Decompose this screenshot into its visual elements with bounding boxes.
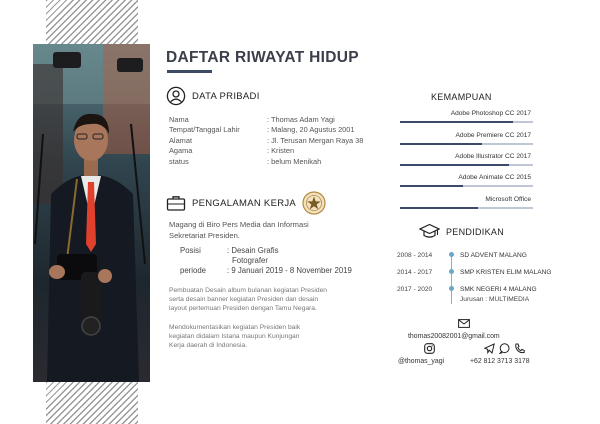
work-summary-line: Sekretariat Presiden.: [169, 230, 240, 240]
work-description-line: Pembuatan Desain album bulanan kegiatan Presiden: [169, 287, 328, 294]
skill-label: Adobe Premiere CC 2017: [455, 132, 531, 139]
skill-bar-fill: [400, 121, 513, 123]
user-icon: [166, 86, 186, 106]
graduation-cap-icon: [419, 223, 440, 240]
personal-value: : belum Menikah: [267, 156, 322, 166]
decor-hatch-top: [46, 0, 138, 44]
section-kemampuan-heading: [431, 92, 492, 102]
decor-hatch-bottom: [46, 382, 138, 424]
work-description-line: layout pertemuan Presiden dengan Tamu Negara.: [169, 305, 317, 312]
skill-item: [400, 174, 533, 187]
education-years: 2017 - 2020: [397, 286, 433, 293]
telegram-icon: [484, 343, 495, 354]
section-pengalaman-title: PENGALAMAN KERJA: [192, 197, 297, 209]
personal-value: : Kristen: [267, 146, 295, 156]
skill-item: [400, 110, 533, 123]
page-title: DAFTAR RIWAYAT HIDUP: [166, 49, 359, 66]
whatsapp-icon: [499, 343, 510, 354]
skill-bar: [400, 164, 533, 166]
title-underline: [167, 70, 212, 73]
personal-row-status: [169, 157, 363, 167]
work-position: [180, 246, 352, 275]
presidential-emblem-icon: [302, 191, 326, 215]
periode-value: : 9 Januari 2019 - 8 November 2019: [227, 265, 352, 275]
education-school: SD ADVENT MALANG: [460, 252, 527, 259]
education-major: Jurusan : MULTIMEDIA: [460, 296, 530, 303]
personal-row-nama: [169, 115, 363, 125]
briefcase-icon: [166, 194, 186, 212]
education-timeline-line: [451, 252, 452, 304]
email-icon: [458, 319, 470, 328]
skill-label: Adobe Illustrator CC 2017: [455, 153, 531, 160]
skill-item: [400, 132, 533, 145]
skill-bar: [400, 121, 533, 123]
phone-icon: [514, 343, 525, 354]
profile-photo: [33, 44, 150, 382]
instagram-icon: [424, 343, 435, 354]
work-description-line: serta desain banner kegiatan Presiden dan desain: [169, 296, 319, 303]
education-timeline-dot: [449, 286, 454, 291]
education-school: SMP KRISTEN ELIM MALANG: [460, 269, 552, 276]
work-summary-line: Magang di Biro Pers Media dan Informasi: [169, 220, 309, 229]
skill-bar-fill: [400, 207, 478, 209]
instagram-handle[interactable]: @thomas_yagi: [398, 358, 445, 365]
personal-key: Nama: [169, 115, 189, 124]
work-summary: [169, 220, 384, 241]
skill-bar: [400, 185, 533, 187]
personal-value: : Jl. Terusan Mergan Raya 38: [267, 135, 364, 145]
personal-key: Agama: [169, 146, 193, 156]
personal-row-alamat: [169, 136, 363, 146]
posisi-value-2: Fotografer: [232, 255, 268, 265]
personal-key: Tempat/Tanggal Lahir: [169, 125, 240, 135]
skill-bar-fill: [400, 143, 482, 145]
section-data-pribadi-heading: [166, 86, 260, 106]
skill-bar: [400, 207, 533, 209]
personal-value: : Thomas Adam Yagi: [267, 115, 335, 124]
education-years: 2008 - 2014: [397, 252, 433, 259]
education-years: 2014 - 2017: [397, 269, 433, 276]
personal-row-ttl: [169, 125, 363, 135]
education-timeline-dot: [449, 269, 454, 274]
posisi-value: : Desain Grafis: [227, 246, 279, 255]
work-description-line: Mendokumentasikan kegiatan Presiden baik: [169, 324, 301, 331]
section-kemampuan-title: KEMAMPUAN: [431, 92, 492, 102]
skill-bar: [400, 143, 533, 145]
section-pengalaman-heading: [166, 191, 326, 215]
email-link[interactable]: thomas20082001@gmail.com: [408, 333, 500, 340]
profile-photo-illustration: [33, 44, 150, 382]
education-timeline-dot: [449, 252, 454, 257]
phone-number[interactable]: +62 812 3713 3178: [470, 358, 530, 365]
section-pendidikan-title: PENDIDIKAN: [446, 226, 505, 237]
work-description-1: [169, 286, 389, 313]
skill-label: Microsoft Office: [485, 196, 531, 203]
personal-key: status: [169, 156, 189, 166]
personal-data-list: [169, 115, 363, 167]
skill-item: [400, 196, 533, 209]
skill-label: Adobe Photoshop CC 2017: [450, 110, 531, 117]
skill-item: [400, 153, 533, 166]
work-description-2: [169, 323, 389, 350]
skill-bar-fill: [400, 164, 509, 166]
personal-row-agama: [169, 146, 363, 156]
work-description-line: kegiatan didalam Istana maupun Kunjungan: [169, 333, 300, 340]
personal-key: Alamat: [169, 135, 193, 145]
section-data-pribadi-title: DATA PRIBADI: [192, 90, 260, 102]
skill-bar-fill: [400, 185, 463, 187]
education-school: SMK NEGERI 4 MALANG: [460, 286, 537, 293]
periode-key: periode: [180, 265, 207, 275]
skill-label: Adobe Animate CC 2015: [458, 174, 531, 181]
posisi-key: Posisi: [180, 246, 201, 255]
work-description-line: Kerja daerah di Indonesia.: [169, 342, 248, 349]
section-pendidikan-heading: [419, 223, 504, 240]
personal-value: : Malang, 20 Agustus 2001: [267, 125, 355, 135]
